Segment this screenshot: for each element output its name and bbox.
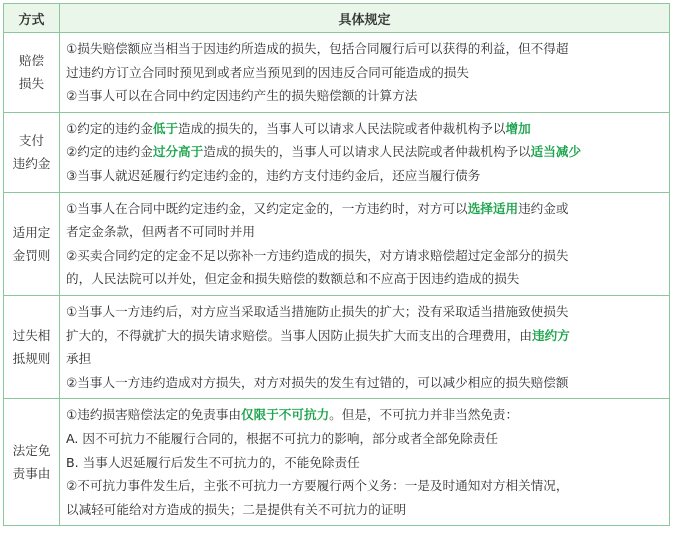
table-row <box>4 295 670 398</box>
rule-text: ①违约损害赔偿法定的免责事由 <box>66 407 242 423</box>
header-type: 方式 <box>4 4 60 33</box>
row-type-label: 责事由 <box>12 466 51 482</box>
row-type-cell <box>4 399 60 526</box>
rule-text: A. 因不可抗力不能履行合同的，根据不可抗力的影响，部分或者全部免除责任 <box>66 430 498 446</box>
rule-line <box>66 347 663 371</box>
rule-text: 承担 <box>66 351 92 367</box>
row-type-cell <box>4 112 60 192</box>
header-rules: 具体规定 <box>60 4 670 33</box>
rule-text: ②不可抗力事件发生后，主张不可抗力一方要履行两个义务：一是及时通知对方相关情况， <box>66 478 569 494</box>
rule-text: ②当事人一方违约造成对方损失，对方对损失的发生有过错的，可以减少相应的损失赔偿额 <box>66 374 569 390</box>
highlighted-term: 违约方 <box>531 327 570 343</box>
row-type-label: 法定免 <box>12 443 51 459</box>
rule-line <box>66 164 663 188</box>
rule-text: 造成的损失的，当事人可以请求人民法院或者仲裁机构予以 <box>203 144 531 160</box>
rule-text: ③当事人就迟延履行约定违约金的，违约方支付违约金后，还应当履行债务 <box>66 167 481 183</box>
rule-text: 扩大的，不得就扩大的损失请求赔偿。当事人因防止损失扩大而支出的合理费用，由 <box>66 327 532 343</box>
rule-text: 的，人民法院可以并处，但定金和损失赔偿的数额总和不应高于因违约造成的损失 <box>66 271 520 287</box>
rule-line <box>66 140 663 164</box>
rule-text: B. 当事人迟延履行后发生不可抗力的，不能免除责任 <box>66 454 360 470</box>
table-row <box>4 112 670 192</box>
row-type-cell <box>4 295 60 398</box>
table-row <box>4 399 670 526</box>
row-type-label: 适用定 <box>12 224 51 240</box>
highlighted-term: 过分高于 <box>152 144 204 160</box>
rule-line <box>66 197 663 221</box>
row-type-label: 损失 <box>18 76 45 92</box>
rule-line <box>66 117 663 141</box>
highlighted-term: 仅限于不可抗力 <box>241 407 330 423</box>
row-type-cell <box>4 33 60 113</box>
highlighted-term: 适当减少 <box>530 144 582 160</box>
table-header-row <box>4 4 670 33</box>
rule-text: 者定金条款，但两者不可同时并用 <box>66 224 255 240</box>
row-rules-cell <box>60 399 670 526</box>
rule-text: ②约定的违约金 <box>66 144 153 160</box>
rule-text: ①损失赔偿额应当相当于因违约所造成的损失，包括合同履行后可以获得的利益，但不得超 <box>66 41 569 56</box>
row-type-label: 赔偿 <box>18 53 45 69</box>
rule-line <box>66 371 663 395</box>
rule-text: ①约定的违约金 <box>66 120 153 136</box>
rule-text: ②当事人可以在合同中约定因违约产生的损失赔偿额的计算方法 <box>66 88 418 104</box>
row-rules-cell <box>60 33 670 113</box>
rule-line <box>66 220 663 244</box>
rule-text: 过违约方订立合同时预见到或者应当预见到的因违反合同可能造成的损失 <box>66 64 469 80</box>
rule-line <box>66 84 663 108</box>
rule-line <box>66 474 663 498</box>
rule-text: ①当事人一方违约后，对方应当采取适当措施防止损失的扩大；没有采取适当措施致使损失 <box>66 303 569 319</box>
rule-line <box>66 267 663 291</box>
rules-table <box>3 3 670 526</box>
highlighted-term: 增加 <box>505 120 531 136</box>
rule-text: ②买卖合同约定的定金不足以弥补一方违约造成的损失，对方请求赔偿超过定金部分的损失 <box>66 247 569 263</box>
row-type-label: 支付 <box>18 133 45 149</box>
highlighted-term: 低于 <box>152 120 179 136</box>
rule-text: ①当事人在合同中既约定违约金，又约定定金的，一方违约时，对方可以 <box>66 200 468 216</box>
rule-line <box>66 61 663 85</box>
rule-text: 违约金或 <box>518 200 569 216</box>
row-type-label: 抵规则 <box>12 351 51 367</box>
row-rules-cell <box>60 112 670 192</box>
rule-line <box>66 244 663 268</box>
rule-line <box>66 37 663 61</box>
rule-line <box>66 300 663 324</box>
rule-line <box>66 451 663 475</box>
row-type-label: 过失相 <box>12 328 51 344</box>
table-row <box>4 192 670 295</box>
rule-line <box>66 427 663 451</box>
row-rules-cell <box>60 192 670 295</box>
highlighted-term: 选择适用 <box>467 200 519 216</box>
row-type-label: 违约金 <box>12 156 51 172</box>
row-type-label: 金罚则 <box>12 247 51 263</box>
rule-line <box>66 403 663 427</box>
rule-line <box>66 498 663 522</box>
table-body <box>4 33 670 526</box>
table-row <box>4 33 670 113</box>
row-rules-cell <box>60 295 670 398</box>
rule-line <box>66 324 663 348</box>
rule-text: 造成的损失的，当事人可以请求人民法院或者仲裁机构予以 <box>178 120 506 136</box>
row-type-cell <box>4 192 60 295</box>
rule-text: 以减轻可能给对方造成的损失；二是提供有关不可抗力的证明 <box>66 501 407 517</box>
rule-text: 。但是，不可抗力并非当然免责： <box>329 407 519 423</box>
